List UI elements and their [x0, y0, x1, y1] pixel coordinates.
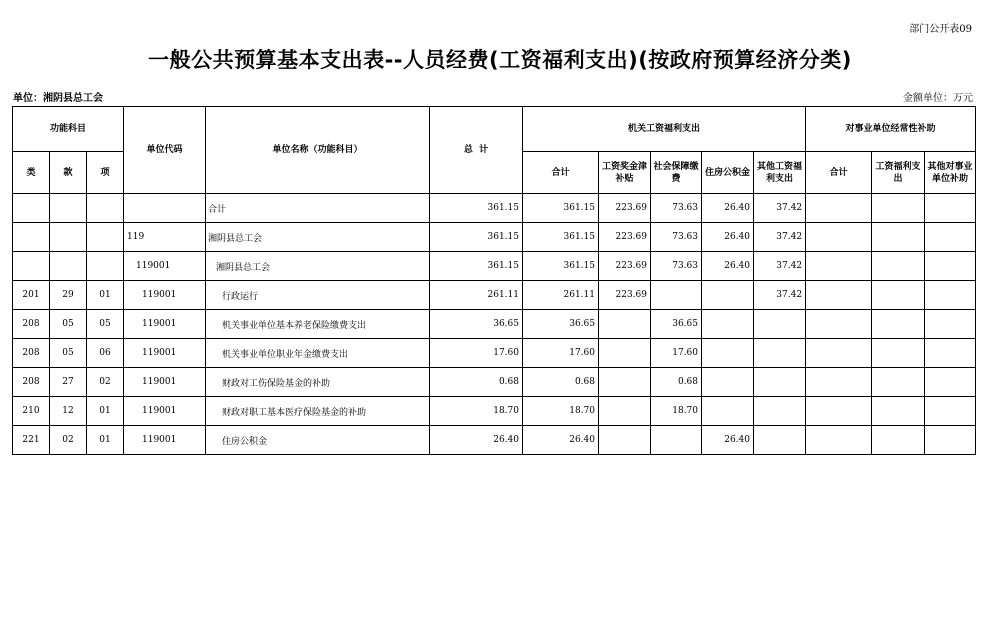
cell-sub-subtotal: [806, 194, 872, 223]
cell-lei: 208: [13, 310, 50, 339]
cell-org-housing: 26.40: [702, 252, 754, 281]
cell-unit-code: 119001: [124, 252, 206, 281]
cell-unit-code: [124, 194, 206, 223]
cell-sub-other: [925, 310, 976, 339]
cell-total: 17.60: [430, 339, 523, 368]
cell-org-housing: [702, 397, 754, 426]
cell-xiang: [87, 252, 124, 281]
cell-org-subtotal: 18.70: [523, 397, 599, 426]
cell-org-social: 36.65: [651, 310, 702, 339]
cell-org-other: [754, 397, 806, 426]
cell-sub-other: [925, 426, 976, 455]
header-total: 总 计: [430, 107, 523, 194]
cell-sub-salary: [872, 397, 925, 426]
cell-sub-subtotal: [806, 426, 872, 455]
cell-xiang: 06: [87, 339, 124, 368]
cell-org-social: 17.60: [651, 339, 702, 368]
cell-lei: [13, 252, 50, 281]
cell-org-social: 73.63: [651, 194, 702, 223]
cell-total: 0.68: [430, 368, 523, 397]
cell-sub-salary: [872, 310, 925, 339]
cell-kuan: 29: [50, 281, 87, 310]
cell-sub-other: [925, 281, 976, 310]
header-kuan: 款: [50, 152, 87, 194]
cell-unit-name: 湘阴县总工会: [206, 252, 430, 281]
cell-org-salary: 223.69: [599, 252, 651, 281]
cell-unit-code: 119001: [124, 368, 206, 397]
cell-sub-other: [925, 368, 976, 397]
header-org-group: 机关工资福利支出: [523, 107, 806, 152]
cell-org-other: 37.42: [754, 223, 806, 252]
cell-org-salary: [599, 426, 651, 455]
cell-kuan: [50, 194, 87, 223]
cell-total: 361.15: [430, 194, 523, 223]
cell-total: 261.11: [430, 281, 523, 310]
cell-org-social: [651, 426, 702, 455]
cell-sub-salary: [872, 252, 925, 281]
header-org-housing: 住房公积金: [702, 152, 754, 194]
cell-unit-name: 行政运行: [206, 281, 430, 310]
cell-kuan: 05: [50, 339, 87, 368]
cell-unit-code: 119001: [124, 397, 206, 426]
header-org-salary: 工资奖金津补贴: [599, 152, 651, 194]
header-lei: 类: [13, 152, 50, 194]
table-row: [13, 368, 976, 397]
header-sub-other: 其他对事业单位补助: [925, 152, 976, 194]
cell-org-subtotal: 261.11: [523, 281, 599, 310]
form-number: 部门公开表09: [909, 24, 972, 35]
cell-sub-salary: [872, 426, 925, 455]
cell-unit-name: 机关事业单位职业年金缴费支出: [206, 339, 430, 368]
cell-org-salary: 223.69: [599, 281, 651, 310]
cell-org-subtotal: 36.65: [523, 310, 599, 339]
cell-sub-subtotal: [806, 339, 872, 368]
cell-lei: 208: [13, 368, 50, 397]
cell-xiang: 01: [87, 281, 124, 310]
cell-org-other: [754, 426, 806, 455]
cell-xiang: 01: [87, 397, 124, 426]
cell-unit-name: 财政对工伤保险基金的补助: [206, 368, 430, 397]
cell-total: 18.70: [430, 397, 523, 426]
table-row: [13, 339, 976, 368]
cell-unit-code: 119001: [124, 339, 206, 368]
cell-xiang: 05: [87, 310, 124, 339]
cell-sub-other: [925, 194, 976, 223]
cell-total: 26.40: [430, 426, 523, 455]
cell-org-social: 73.63: [651, 223, 702, 252]
cell-sub-other: [925, 397, 976, 426]
cell-org-salary: 223.69: [599, 223, 651, 252]
cell-org-subtotal: 17.60: [523, 339, 599, 368]
cell-kuan: 12: [50, 397, 87, 426]
page-title: 一般公共预算基本支出表--人员经费(工资福利支出)(按政府预算经济分类): [148, 48, 852, 72]
cell-xiang: 01: [87, 426, 124, 455]
cell-org-other: [754, 339, 806, 368]
cell-kuan: 02: [50, 426, 87, 455]
cell-unit-name: 合计: [206, 194, 430, 223]
header-subsidy-group: 对事业单位经常性补助: [806, 107, 976, 152]
budget-table: [12, 106, 976, 455]
cell-org-social: 18.70: [651, 397, 702, 426]
cell-org-salary: [599, 310, 651, 339]
header-unit-name: 单位名称（功能科目）: [206, 107, 430, 194]
cell-org-salary: [599, 368, 651, 397]
header-sub-subtotal: 合计: [806, 152, 872, 194]
header-xiang: 项: [87, 152, 124, 194]
header-unit-code: 单位代码: [124, 107, 206, 194]
cell-sub-other: [925, 252, 976, 281]
header-sub-salary: 工资福利支出: [872, 152, 925, 194]
cell-org-salary: 223.69: [599, 194, 651, 223]
cell-xiang: [87, 194, 124, 223]
cell-lei: 208: [13, 339, 50, 368]
table-row: [13, 223, 976, 252]
cell-sub-salary: [872, 368, 925, 397]
cell-org-social: 0.68: [651, 368, 702, 397]
cell-kuan: 05: [50, 310, 87, 339]
cell-sub-subtotal: [806, 397, 872, 426]
cell-sub-salary: [872, 281, 925, 310]
cell-unit-code: 119001: [124, 310, 206, 339]
cell-org-subtotal: 26.40: [523, 426, 599, 455]
table-row: [13, 397, 976, 426]
table-body: [13, 194, 976, 455]
cell-org-housing: [702, 368, 754, 397]
cell-sub-other: [925, 223, 976, 252]
cell-org-other: 37.42: [754, 194, 806, 223]
cell-org-subtotal: 361.15: [523, 223, 599, 252]
cell-org-salary: [599, 339, 651, 368]
cell-sub-subtotal: [806, 310, 872, 339]
cell-sub-subtotal: [806, 281, 872, 310]
amount-unit-label: 金额单位：万元: [903, 93, 973, 104]
cell-lei: 201: [13, 281, 50, 310]
cell-sub-other: [925, 339, 976, 368]
cell-org-housing: 26.40: [702, 194, 754, 223]
cell-unit-code: 119: [124, 223, 206, 252]
cell-org-housing: 26.40: [702, 223, 754, 252]
cell-org-salary: [599, 397, 651, 426]
cell-total: 36.65: [430, 310, 523, 339]
header-row-top: [13, 107, 976, 152]
cell-lei: [13, 194, 50, 223]
header-org-other: 其他工资福利支出: [754, 152, 806, 194]
unit-label: 单位：湘阴县总工会: [13, 93, 103, 104]
cell-org-subtotal: 361.15: [523, 252, 599, 281]
cell-sub-subtotal: [806, 252, 872, 281]
cell-sub-salary: [872, 194, 925, 223]
cell-xiang: 02: [87, 368, 124, 397]
cell-org-housing: [702, 339, 754, 368]
cell-sub-subtotal: [806, 368, 872, 397]
cell-org-housing: 26.40: [702, 426, 754, 455]
cell-sub-salary: [872, 339, 925, 368]
header-org-subtotal: 合计: [523, 152, 599, 194]
cell-total: 361.15: [430, 252, 523, 281]
header-org-social: 社会保障缴费: [651, 152, 702, 194]
cell-org-subtotal: 361.15: [523, 194, 599, 223]
cell-org-other: 37.42: [754, 252, 806, 281]
cell-org-other: [754, 310, 806, 339]
table-row: [13, 194, 976, 223]
cell-org-social: [651, 281, 702, 310]
cell-org-subtotal: 0.68: [523, 368, 599, 397]
cell-org-other: [754, 368, 806, 397]
cell-unit-name: 机关事业单位基本养老保险缴费支出: [206, 310, 430, 339]
cell-org-housing: [702, 310, 754, 339]
cell-unit-name: 住房公积金: [206, 426, 430, 455]
table-row: [13, 281, 976, 310]
cell-total: 361.15: [430, 223, 523, 252]
header-func-group: 功能科目: [13, 107, 124, 152]
cell-xiang: [87, 223, 124, 252]
table-row: [13, 426, 976, 455]
cell-org-social: 73.63: [651, 252, 702, 281]
cell-kuan: [50, 252, 87, 281]
cell-kuan: [50, 223, 87, 252]
cell-lei: 221: [13, 426, 50, 455]
cell-unit-name: 湘阴县总工会: [206, 223, 430, 252]
cell-unit-code: 119001: [124, 281, 206, 310]
cell-org-housing: [702, 281, 754, 310]
table-row: [13, 310, 976, 339]
table-row: [13, 252, 976, 281]
cell-kuan: 27: [50, 368, 87, 397]
cell-lei: 210: [13, 397, 50, 426]
cell-unit-name: 财政对职工基本医疗保险基金的补助: [206, 397, 430, 426]
cell-lei: [13, 223, 50, 252]
cell-unit-code: 119001: [124, 426, 206, 455]
cell-sub-salary: [872, 223, 925, 252]
cell-sub-subtotal: [806, 223, 872, 252]
cell-org-other: 37.42: [754, 281, 806, 310]
